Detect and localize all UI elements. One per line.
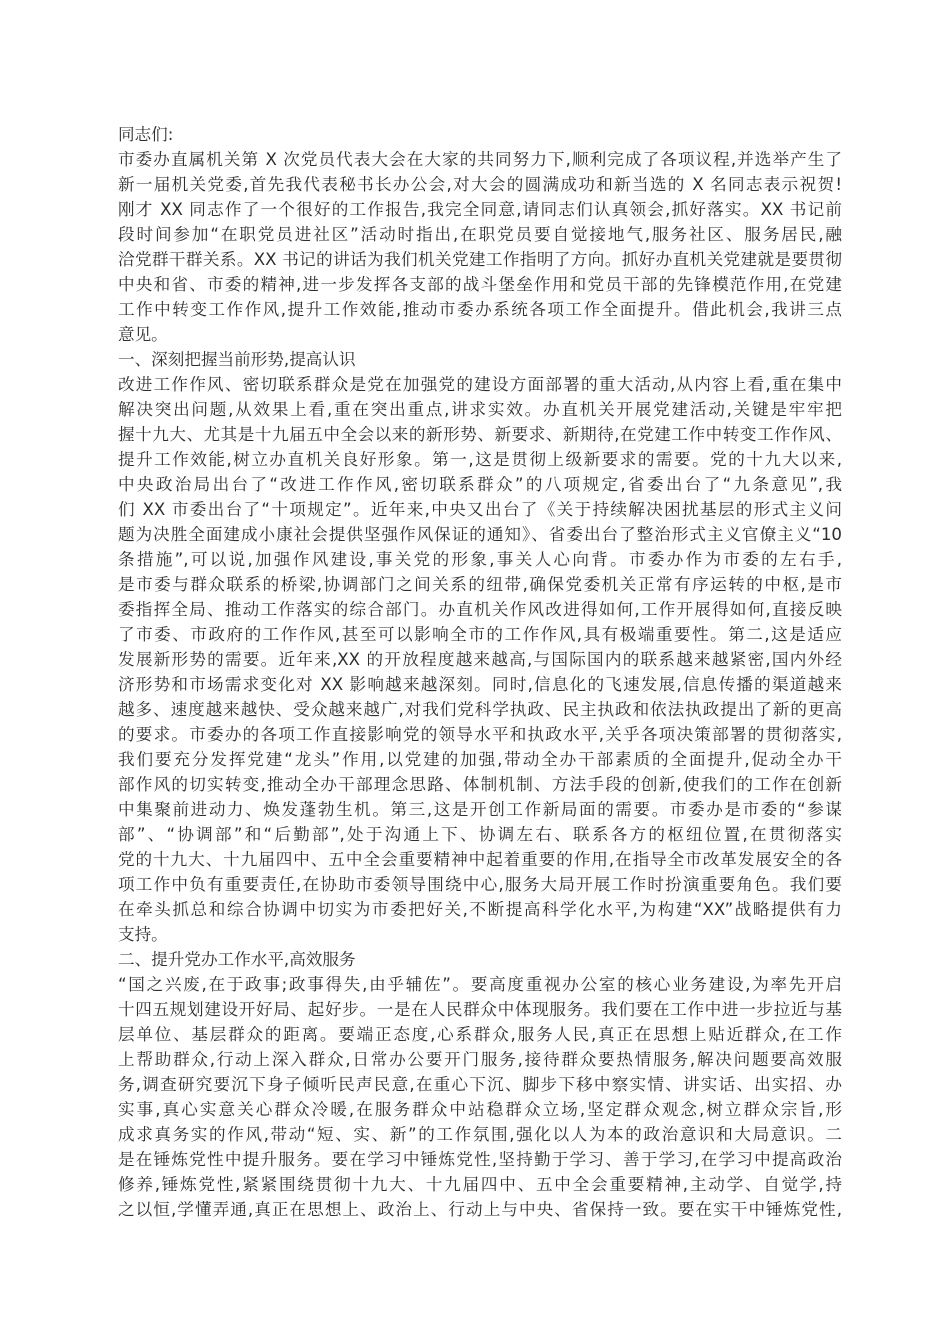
text-line: 项工作中负有重要责任,在协助市委领导围绕中心,服务大局开展工作时扮演重要角色。我们要 <box>118 875 842 894</box>
text-line: 中央和省、市委的精神,进一步发挥各支部的战斗堡垒作用和党员干部的先锋模范作用,在党建 <box>118 275 842 294</box>
text-line: 部作风的切实转变,推动全办干部理念思路、体制机制、方法手段的创新,使我们的工作在创新 <box>118 775 842 794</box>
text-line: 提升工作效能,树立办直机关良好形象。第一,这是贯彻上级新要求的需要。党的十九大以来, <box>118 450 842 469</box>
text-line: 同志们: <box>118 125 174 144</box>
text-line: 段时间参加“在职党员进社区”活动时指出,在职党员要自觉接地气,服务社区、服务居民,融 <box>118 225 842 244</box>
text-line: 济形势和市场需求变化对 XX 影响越来越深刻。同时,信息化的飞速发展,信息传播的渠道越来 <box>118 675 842 694</box>
text-line: 解决突出问题,从效果上看,重在突出重点,讲求实效。办直机关开展党建活动,关键是牢牢把 <box>118 400 842 419</box>
text-line: 刚才 XX 同志作了一个很好的工作报告,我完全同意,请同志们认真领会,抓好落实。XX 书记前 <box>118 200 842 219</box>
text-line: 中央政治局出台了“改进工作作风,密切联系群众”的八项规定,省委出台了“九条意见”,我 <box>118 475 842 494</box>
text-line: 支持。 <box>118 925 168 944</box>
text-line: 之以恒,学懂弄通,真正在思想上、政治上、行动上与中央、省保持一致。要在实干中锤炼党性, <box>118 1200 842 1219</box>
text-line: 发展新形势的需要。近年来,XX 的开放程度越来越高,与国际国内的联系越来越紧密,国内外经 <box>118 650 842 669</box>
text-line: 的要求。市委办的各项工作直接影响党的领导水平和执政水平,关乎各项决策部署的贯彻落实, <box>118 725 842 744</box>
text-line: 层单位、基层群众的距离。要端正态度,心系群众,服务人民,真正在思想上贴近群众,在工作 <box>118 1025 842 1044</box>
text-line: 工作中转变工作作风,提升工作效能,推动市委办系统各项工作全面提升。借此机会,我讲三点 <box>118 300 842 319</box>
text-line: 党的十九大、十九届四中、五中全会重要精神中起着重要的作用,在指导全市改革发展安全的各 <box>118 850 842 869</box>
text-line: 我们要充分发挥党建“龙头”作用,以党建的加强,带动全办干部素质的全面提升,促动全办干 <box>118 750 842 769</box>
text-line: 是市委与群众联系的桥梁,协调部门之间关系的纽带,确保党委机关正常有序运转的中枢,是市 <box>118 575 842 594</box>
text-line: 们 XX 市委出台了“十项规定”。近年来,中央又出台了《关于持续解决困扰基层的形式主义问 <box>118 500 842 519</box>
text-line: 了市委、市政府的工作作风,甚至可以影响全市的工作作风,具有极端重要性。第二,这是适应 <box>118 625 842 644</box>
text-line: 越多、速度越来越快、受众越来越广,对我们党科学执政、民主执政和依法执政提出了新的更高 <box>118 700 842 719</box>
text-line: 二、提升党办工作水平,高效服务 <box>118 950 356 969</box>
text-line: 中集聚前进动力、焕发蓬勃生机。第三,这是开创工作新局面的需要。市委办是市委的“参谋 <box>118 800 842 819</box>
text-line: 部”、“协调部”和“后勤部”,处于沟通上下、协调左右、联系各方的枢纽位置,在贯彻落实 <box>118 825 842 844</box>
text-line: 修养,锤炼党性,紧紧围绕贯彻十九大、十九届四中、五中全会重要精神,主动学、自觉学,持 <box>118 1175 842 1194</box>
text-line: 成求真务实的作风,带动“短、实、新”的工作氛围,强化以人为本的政治意识和大局意识。二 <box>118 1125 842 1144</box>
text-line: 意见。 <box>118 325 168 344</box>
text-line: 市委办直属机关第 X 次党员代表大会在大家的共同努力下,顺利完成了各项议程,并选举产生了 <box>118 150 842 169</box>
text-line: 十四五规划建设开好局、起好步。一是在人民群众中体现服务。我们要在工作中进一步拉近与基 <box>118 1000 842 1019</box>
text-line: 题为决胜全面建成小康社会提供坚强作风保证的通知》、省委出台了整治形式主义官僚主义“10 <box>118 525 842 544</box>
text-line: 是在锤炼党性中提升服务。要在学习中锤炼党性,坚持勤于学习、善于学习,在学习中提高政治 <box>118 1150 842 1169</box>
text-line: 条措施”,可以说,加强作风建设,事关党的形象,事关人心向背。市委办作为市委的左右手, <box>118 550 842 569</box>
text-line: 握十九大、尤其是十九届五中全会以来的新形势、新要求、新期待,在党建工作中转变工作作风、 <box>118 425 842 444</box>
text-line: 实事,真心实意关心群众冷暖,在服务群众中站稳群众立场,坚定群众观念,树立群众宗旨,形 <box>118 1100 842 1119</box>
text-line: 新一届机关党委,首先我代表秘书长办公会,对大会的圆满成功和新当选的 X 名同志表示祝贺! <box>118 175 842 194</box>
text-line: “国之兴废,在于政事;政事得失,由乎辅佐”。要高度重视办公室的核心业务建设,为率先开启 <box>118 975 842 994</box>
text-line: 上帮助群众,行动上深入群众,日常办公要开门服务,接待群众要热情服务,解决问题要高效服 <box>118 1050 842 1069</box>
speech-body <box>118 122 842 1222</box>
text-line: 改进工作作风、密切联系群众是党在加强党的建设方面部署的重大活动,从内容上看,重在集中 <box>118 375 842 394</box>
text-line: 委指挥全局、推动工作落实的综合部门。办直机关作风改进得如何,工作开展得如何,直接反映 <box>118 600 842 619</box>
text-line: 一、深刻把握当前形势,提高认识 <box>118 350 356 369</box>
text-line: 在牵头抓总和综合协调中切实为市委把好关,不断提高科学化水平,为构建“XX”战略提供有力 <box>118 900 842 919</box>
text-line: 洽党群干群关系。XX 书记的讲话为我们机关党建工作指明了方向。抓好办直机关党建就是要贯彻 <box>118 250 842 269</box>
text-line: 务,调查研究要沉下身子倾听民声民意,在重心下沉、脚步下移中察实情、讲实话、出实招、办 <box>118 1075 842 1094</box>
